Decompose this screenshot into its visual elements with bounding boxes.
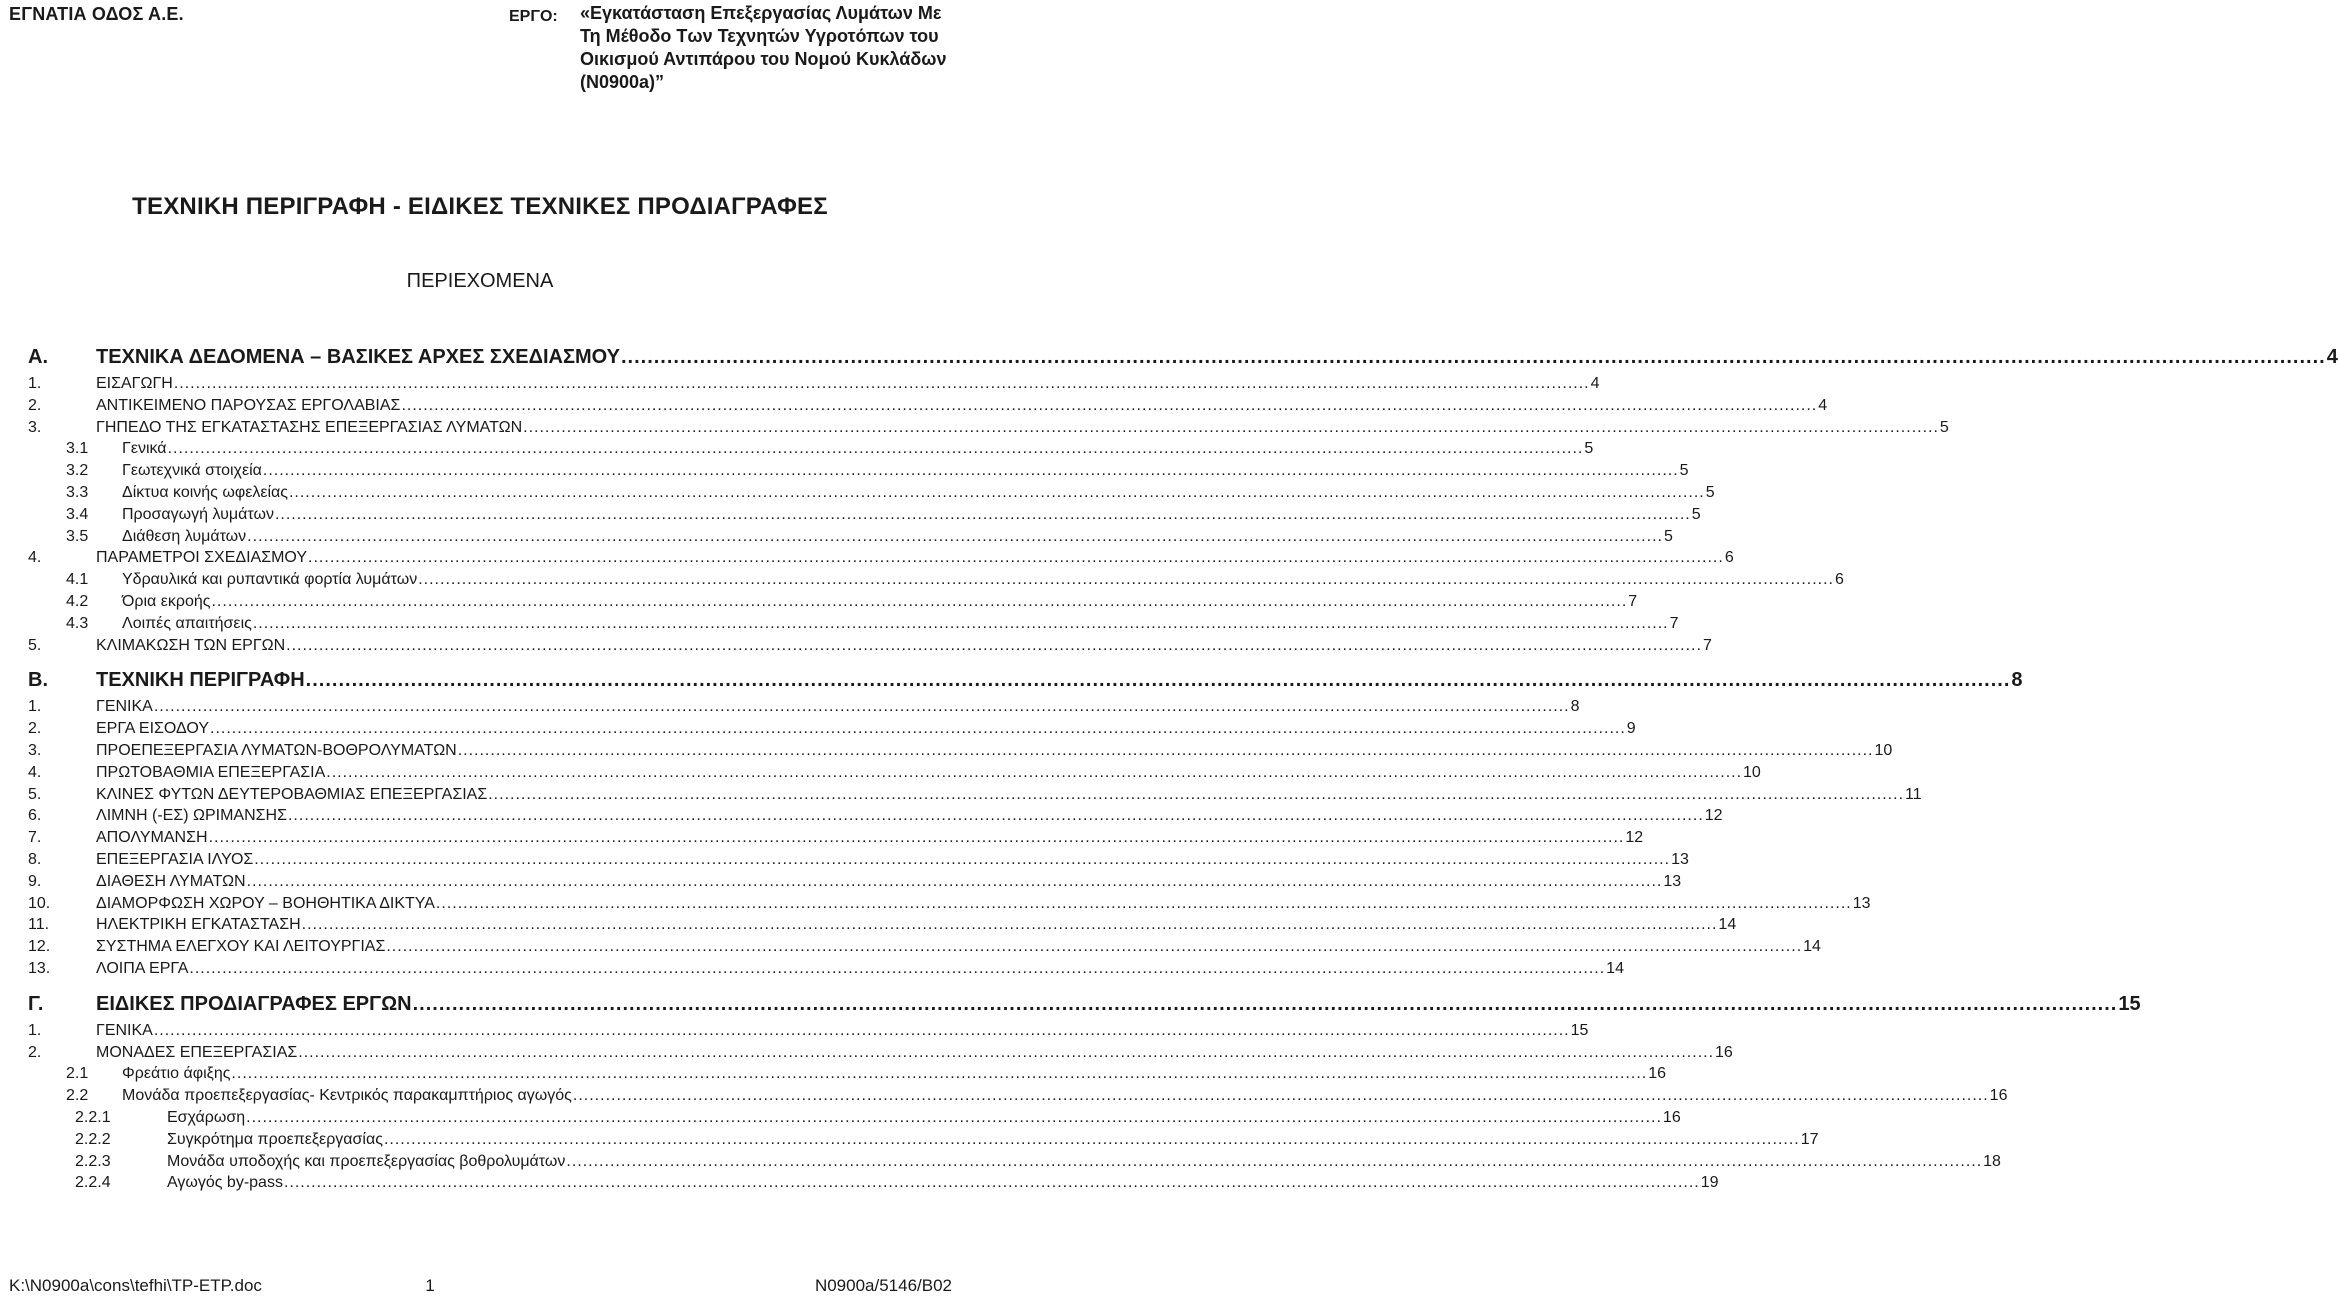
toc-leader-dots: .................................................................................................................................................................................................................................................................... xyxy=(173,375,1590,392)
toc-leader-dots: .................................................................................................................................................................................................................................................................... xyxy=(412,992,2118,1015)
toc-section-heading[interactable] xyxy=(0,343,2338,371)
toc-number: 3. xyxy=(28,742,42,759)
toc-entry[interactable] xyxy=(0,547,1734,569)
toc-number: 11. xyxy=(28,916,50,934)
toc-leader-dots: .................................................................................................................................................................................................................................................................... xyxy=(298,1043,1715,1061)
toc-page-number: 8 xyxy=(2011,669,2023,692)
toc-entry[interactable] xyxy=(0,871,1682,893)
document-title: ΤΕΧΝΙΚΗ ΠΕΡΙΓΡΑΦΗ - ΕΙΔΙΚΕΣ ΤΕΧΝΙΚΕΣ ΠΡΟΔΙΑΓΡΑΦΕΣ xyxy=(132,193,828,220)
toc-entry[interactable] xyxy=(0,827,1644,849)
toc-page-number: 16 xyxy=(1715,1043,1733,1061)
toc-entry[interactable] xyxy=(0,1085,2008,1107)
toc-number: 2.1 xyxy=(66,1065,89,1083)
toc-title: ΛΟΙΠΑ ΕΡΓΑ xyxy=(96,960,189,977)
toc-entry[interactable] xyxy=(0,635,1712,657)
toc-title: ΑΠΟΛΥΜΑΝΣΗ xyxy=(96,829,208,847)
toc-number: 2.2.4 xyxy=(75,1174,111,1192)
toc-number: 3.1 xyxy=(66,440,89,458)
footer-file-path: K:\N0900a\cons\tefhi\TP-ETP.doc xyxy=(9,1276,262,1295)
toc-entry[interactable] xyxy=(0,958,1624,980)
toc-leader-dots: .................................................................................................................................................................................................................................................................... xyxy=(167,440,1584,458)
toc-page-number: 7 xyxy=(1669,614,1679,632)
toc-page-number: 10 xyxy=(1874,742,1893,759)
toc-title: ΛΙΜΝΗ (-ΕΣ) ΩΡΙΜΑΝΣΗΣ xyxy=(96,807,287,825)
toc-title: Μονάδα υποδοχής και προεπεξεργασίας βοθρολυμάτων xyxy=(167,1152,566,1170)
toc-title: ΕΠΕΞΕΡΓΑΣΙΑ ΙΛΥΟΣ xyxy=(96,851,254,868)
footer-doc-code: N0900a/5146/B02 xyxy=(814,1276,952,1295)
toc-section-heading[interactable] xyxy=(0,990,2141,1018)
toc-section-heading[interactable] xyxy=(0,666,2023,694)
toc-page-number: 17 xyxy=(1800,1130,1819,1148)
toc-page-number: 16 xyxy=(1989,1087,2008,1105)
toc-title: ΠΑΡΑΜΕΤΡΟΙ ΣΧΕΔΙΑΣΜΟΥ xyxy=(96,549,308,567)
toc-leader-dots: .................................................................................................................................................................................................................................................................... xyxy=(252,614,1669,632)
toc-page-number: 6 xyxy=(1724,549,1734,567)
toc-page-number: 12 xyxy=(1625,829,1644,847)
toc-title: ΤΕΧΝΙΚΗ ΠΕΡΙΓΡΑΦΗ xyxy=(96,669,305,692)
toc-leader-dots: .................................................................................................................................................................................................................................................................... xyxy=(418,571,1834,589)
toc-entry[interactable] xyxy=(0,893,1871,915)
toc-leader-dots: .................................................................................................................................................................................................................................................................... xyxy=(301,916,1718,934)
toc-page-number: 13 xyxy=(1671,851,1689,868)
toc-entry[interactable] xyxy=(0,591,1638,613)
toc-number: 3.2 xyxy=(66,462,89,480)
toc-number: 3. xyxy=(28,418,42,436)
toc-page-number: 14 xyxy=(1718,916,1737,934)
toc-title: Όρια εκροής xyxy=(122,593,211,610)
toc-entry[interactable] xyxy=(0,849,1689,871)
toc-number: 5. xyxy=(28,636,42,654)
toc-title: ΕΙΔΙΚΕΣ ΠΡΟΔΙΑΓΡΑΦΕΣ ΕΡΓΩΝ xyxy=(96,992,412,1015)
toc-leader-dots: .................................................................................................................................................................................................................................................................... xyxy=(231,1065,1648,1083)
toc-page-number: 5 xyxy=(1705,484,1715,501)
toc-title: ΠΡΩΤΟΒΑΘΜΙΑ ΕΠΕΞΕΡΓΑΣΙΑ xyxy=(96,763,326,781)
toc-number: 3.5 xyxy=(66,527,89,545)
toc-number: 12. xyxy=(28,938,51,956)
toc-title: ΕΡΓΑ ΕΙΣΟΔΟΥ xyxy=(96,720,209,738)
toc-leader-dots: .................................................................................................................................................................................................................................................................... xyxy=(153,698,1570,716)
toc-entry[interactable] xyxy=(0,526,1673,548)
toc-entry[interactable] xyxy=(0,1020,1589,1042)
toc-entry[interactable] xyxy=(0,460,1689,482)
toc-entry[interactable] xyxy=(0,1151,2001,1173)
toc-page-number: 7 xyxy=(1702,636,1712,654)
toc-leader-dots: .................................................................................................................................................................................................................................................................... xyxy=(254,851,1671,868)
toc-leader-dots: .................................................................................................................................................................................................................................................................... xyxy=(153,1021,1570,1039)
toc-page-number: 5 xyxy=(1691,505,1701,523)
toc-leader-dots: .................................................................................................................................................................................................................................................................... xyxy=(288,484,1705,501)
toc-title: Μονάδα προεπεξεργασίας- Κεντρικός παρακαμπτήριος αγωγός xyxy=(122,1087,572,1105)
toc-leader-dots: .................................................................................................................................................................................................................................................................... xyxy=(308,549,1724,567)
toc-entry[interactable] xyxy=(0,1107,1681,1129)
toc-number: 8. xyxy=(28,851,42,868)
company-name: ΕΓΝΑΤΙΑ ΟΔΟΣ Α.Ε. xyxy=(9,4,184,24)
toc-leader-dots: .................................................................................................................................................................................................................................................................... xyxy=(386,938,1803,956)
toc-number: 6. xyxy=(28,807,42,825)
toc-number: 2.2.3 xyxy=(75,1152,111,1170)
toc-number: 2.2.1 xyxy=(75,1109,111,1126)
toc-leader-dots: .................................................................................................................................................................................................................................................................... xyxy=(488,785,1905,803)
toc-title: Γενικά xyxy=(122,440,167,458)
toc-number: 4.1 xyxy=(66,571,89,589)
toc-entry[interactable] xyxy=(0,417,1949,439)
toc-leader-dots: .................................................................................................................................................................................................................................................................... xyxy=(620,346,2326,368)
toc-leader-dots: .................................................................................................................................................................................................................................................................... xyxy=(286,636,1702,654)
toc-number: 9. xyxy=(28,872,42,890)
toc-number: 4.2 xyxy=(66,593,89,610)
toc-leader-dots: .................................................................................................................................................................................................................................................................... xyxy=(305,669,2011,692)
toc-title: Αγωγός by-pass xyxy=(167,1174,283,1192)
toc-number: 2. xyxy=(28,1043,42,1061)
toc-title: ΑΝΤΙΚΕΙΜΕΝΟ ΠΑΡΟΥΣΑΣ ΕΡΓΟΛΑΒΙΑΣ xyxy=(96,396,401,414)
toc-title: ΓΕΝΙΚΑ xyxy=(96,698,153,716)
toc-number: 4.3 xyxy=(66,614,89,632)
toc-leader-dots: .................................................................................................................................................................................................................................................................... xyxy=(247,527,1663,545)
toc-number: 7. xyxy=(28,829,42,847)
toc-title: ΔΙΑΜΟΡΦΩΣΗ ΧΩΡΟΥ – ΒΟΗΘΗΤΙΚΑ ΔΙΚΤΥΑ xyxy=(96,894,435,912)
toc-leader-dots: .................................................................................................................................................................................................................................................................... xyxy=(262,462,1679,480)
toc-title: ΤΕΧΝΙΚΑ ΔΕΔΟΜΕΝΑ – ΒΑΣΙΚΕΣ ΑΡΧΕΣ ΣΧΕΔΙΑΣΜΟΥ xyxy=(96,346,620,368)
toc-title: ΔΙΑΘΕΣΗ ΛΥΜΑΤΩΝ xyxy=(96,872,246,890)
toc-page-number: 8 xyxy=(1570,698,1580,716)
toc-number: Γ. xyxy=(28,992,44,1015)
toc-title: Δίκτυα κοινής ωφελείας xyxy=(122,484,288,501)
toc-page-number: 19 xyxy=(1700,1174,1719,1192)
toc-page-number: 16 xyxy=(1662,1109,1681,1126)
toc-leader-dots: .................................................................................................................................................................................................................................................................... xyxy=(435,894,1852,912)
toc-number: 4. xyxy=(28,763,42,781)
toc-page-number: 5 xyxy=(1584,440,1594,458)
toc-leader-dots: .................................................................................................................................................................................................................................................................... xyxy=(566,1152,1983,1170)
toc-title: Εσχάρωση xyxy=(167,1109,246,1126)
toc-page-number: 4 xyxy=(1818,396,1828,414)
toc-leader-dots: .................................................................................................................................................................................................................................................................... xyxy=(523,418,1939,436)
toc-entry[interactable] xyxy=(0,805,1723,827)
toc-leader-dots: .................................................................................................................................................................................................................................................................... xyxy=(383,1130,1800,1148)
toc-title: ΚΛΙΜΑΚΩΣΗ ΤΩΝ ΕΡΓΩΝ xyxy=(96,636,286,654)
toc-page-number: 18 xyxy=(1983,1152,2001,1170)
toc-title: ΚΛΙΝΕΣ ΦΥΤΩΝ ΔΕΥΤΕΡΟΒΑΘΜΙΑΣ ΕΠΕΞΕΡΓΑΣΙΑΣ xyxy=(96,785,488,803)
toc-entry[interactable] xyxy=(0,718,1636,740)
toc-title: ΜΟΝΑΔΕΣ ΕΠΕΞΕΡΓΑΣΙΑΣ xyxy=(96,1043,298,1061)
toc-leader-dots: .................................................................................................................................................................................................................................................................... xyxy=(208,829,1625,847)
toc-title: Υδραυλικά και ρυπαντικά φορτία λυμάτων xyxy=(122,571,418,589)
toc-leader-dots: .................................................................................................................................................................................................................................................................... xyxy=(287,807,1704,825)
toc-entry[interactable] xyxy=(0,914,1737,936)
toc-entry[interactable] xyxy=(0,1042,1733,1064)
toc-page-number: 13 xyxy=(1663,872,1682,890)
toc-page-number: 14 xyxy=(1803,938,1821,956)
toc-leader-dots: .................................................................................................................................................................................................................................................................... xyxy=(401,396,1818,414)
toc-leader-dots: .................................................................................................................................................................................................................................................................... xyxy=(211,593,1628,610)
toc-entry[interactable] xyxy=(0,395,1828,417)
toc-entry[interactable] xyxy=(0,762,1761,784)
toc-number: 1. xyxy=(28,698,42,716)
toc-leader-dots: .................................................................................................................................................................................................................................................................... xyxy=(283,1174,1700,1192)
toc-page-number: 7 xyxy=(1628,593,1638,610)
toc-page-number: 9 xyxy=(1626,720,1636,738)
toc-title: ΓΕΝΙΚΑ xyxy=(96,1021,153,1039)
toc-page-number: 16 xyxy=(1648,1065,1666,1083)
toc-number: Α. xyxy=(28,346,48,368)
contents-heading: ΠΕΡΙΕΧΟΜΕΝΑ xyxy=(406,270,554,292)
toc-leader-dots: .................................................................................................................................................................................................................................................................... xyxy=(572,1087,1989,1105)
toc-page-number: 5 xyxy=(1939,418,1949,436)
toc-number: 3.4 xyxy=(66,505,89,523)
toc-leader-dots: .................................................................................................................................................................................................................................................................... xyxy=(210,720,1626,738)
toc-title: ΣΥΣΤΗΜΑ ΕΛΕΓΧΟΥ ΚΑΙ ΛΕΙΤΟΥΡΓΙΑΣ xyxy=(96,938,386,956)
toc-page-number: 11 xyxy=(1905,785,1922,803)
toc-number: 1. xyxy=(28,1021,42,1039)
toc-page-number: 13 xyxy=(1852,894,1871,912)
toc-entry[interactable] xyxy=(0,482,1715,504)
toc-title: Λοιπές απαιτήσεις xyxy=(122,614,252,632)
toc-number: 3.3 xyxy=(66,484,89,501)
toc-title: ΠΡΟΕΠΕΞΕΡΓΑΣΙΑ ΛΥΜΑΤΩΝ-ΒΟΘΡΟΛΥΜΑΤΩΝ xyxy=(96,742,457,759)
toc-entry[interactable] xyxy=(0,740,1893,762)
toc-page-number: 5 xyxy=(1679,462,1689,480)
toc-leader-dots: .................................................................................................................................................................................................................................................................... xyxy=(274,505,1691,523)
toc-number: 2. xyxy=(28,720,42,738)
toc-number: 2.2 xyxy=(66,1087,89,1105)
toc-number: 13. xyxy=(28,960,51,977)
toc-entry[interactable] xyxy=(0,438,1594,460)
toc-number: 2. xyxy=(28,396,42,414)
toc-page-number: 6 xyxy=(1835,571,1844,589)
toc-entry[interactable] xyxy=(0,1129,1819,1151)
toc-page-number: 15 xyxy=(1570,1021,1589,1039)
toc-entry[interactable] xyxy=(0,1172,1719,1194)
toc-entry[interactable] xyxy=(0,504,1701,526)
toc-page-number: 14 xyxy=(1606,960,1624,977)
toc-number: 4. xyxy=(28,549,42,567)
toc-title: ΗΛΕΚΤΡΙΚΗ ΕΓΚΑΤΑΣΤΑΣΗ xyxy=(96,916,301,934)
toc-page-number: 15 xyxy=(2118,992,2141,1015)
toc-page-number: 12 xyxy=(1704,807,1723,825)
toc-title: Φρεάτιο άφιξης xyxy=(122,1065,231,1083)
toc-title: ΓΗΠΕΔΟ ΤΗΣ ΕΓΚΑΤΑΣΤΑΣΗΣ ΕΠΕΞΕΡΓΑΣΙΑΣ ΛΥΜΑΤΩΝ xyxy=(96,418,523,436)
toc-entry[interactable] xyxy=(0,784,1922,806)
toc-entry[interactable] xyxy=(0,936,1821,958)
toc-leader-dots: .................................................................................................................................................................................................................................................................... xyxy=(246,872,1663,890)
toc-page-number: 5 xyxy=(1663,527,1673,545)
toc-title: Συγκρότημα προεπεξεργασίας xyxy=(167,1130,383,1148)
toc-leader-dots: .................................................................................................................................................................................................................................................................... xyxy=(326,763,1743,781)
toc-number: 10. xyxy=(28,894,51,912)
toc-entry[interactable] xyxy=(0,373,1600,395)
toc-page-number: 10 xyxy=(1743,763,1761,781)
toc-leader-dots: .................................................................................................................................................................................................................................................................... xyxy=(457,742,1874,759)
toc-number: Β. xyxy=(28,669,48,692)
toc-number: 2.2.2 xyxy=(75,1130,111,1148)
project-title: «Εγκατάσταση Επεξεργασίας Λυμάτων Με Τη Μέθοδο Των Τεχνητών Υγροτόπων του Οικισμού Αντιπάρου του Νομού Κυκλάδων (Ν0900a)” xyxy=(580,3,947,92)
toc-entry[interactable] xyxy=(0,1063,1666,1085)
toc-title: ΕΙΣΑΓΩΓΗ xyxy=(96,375,173,392)
toc-entry[interactable] xyxy=(0,696,1580,718)
toc-entry[interactable] xyxy=(0,569,1844,591)
toc-page-number: 4 xyxy=(1590,375,1600,392)
toc-page-number: 4 xyxy=(2326,346,2338,368)
toc-entry[interactable] xyxy=(0,613,1679,635)
toc-title: Προσαγωγή λυμάτων xyxy=(122,505,274,523)
toc-leader-dots: .................................................................................................................................................................................................................................................................... xyxy=(246,1109,1662,1126)
toc-title: Γεωτεχνικά στοιχεία xyxy=(122,462,262,480)
toc-number: 1. xyxy=(28,375,42,392)
toc-number: 5. xyxy=(28,785,42,803)
toc-title: Διάθεση λυμάτων xyxy=(122,527,247,545)
project-label: ΕΡΓΟ: xyxy=(509,8,558,25)
toc-leader-dots: .................................................................................................................................................................................................................................................................... xyxy=(189,960,1606,977)
footer-page-number: 1 xyxy=(425,1276,435,1295)
